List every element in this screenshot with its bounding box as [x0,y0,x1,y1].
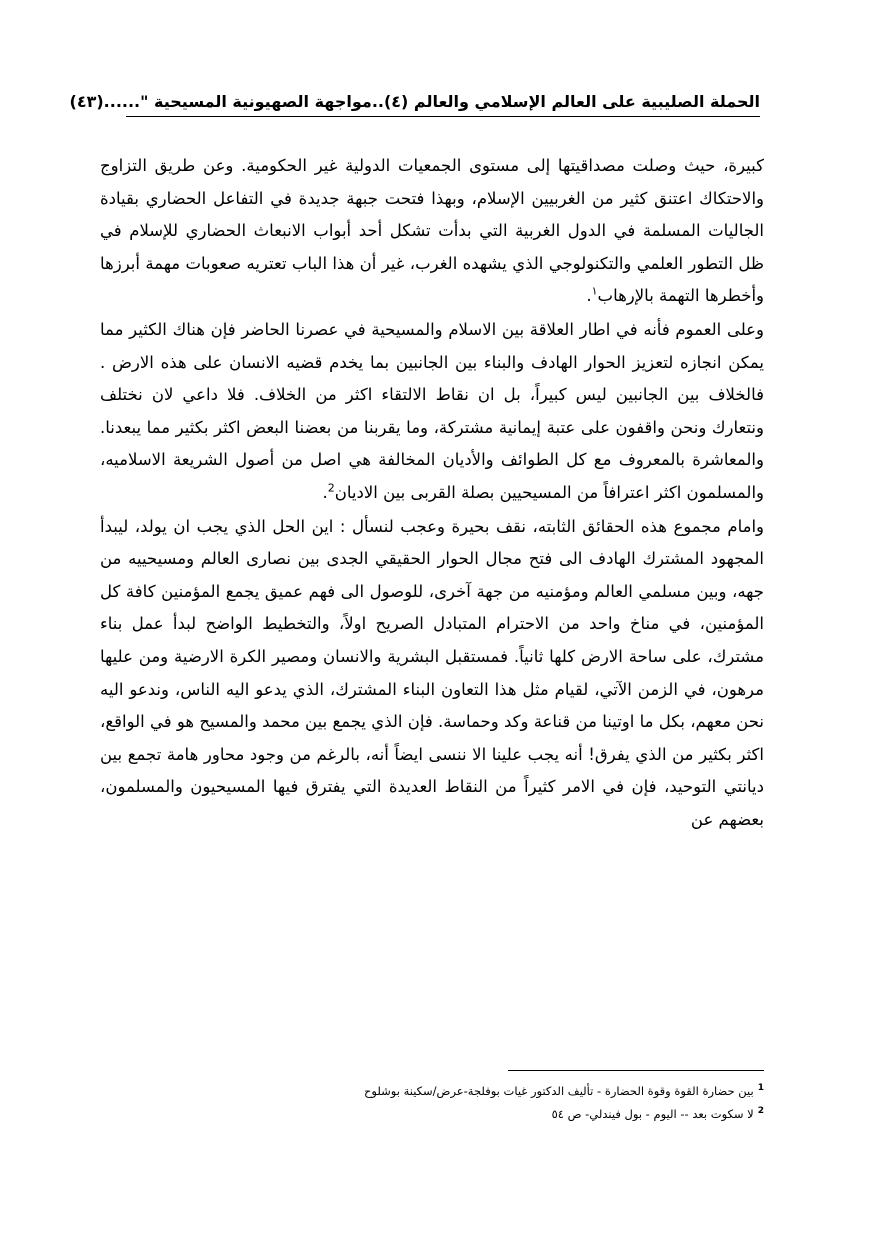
body-text [100,150,764,836]
running-header [69,86,760,114]
footnote-2-text: لا سكوت بعد -- اليوم - بول فيندلي- ص ٥٤ [551,1107,754,1121]
paragraph-2-text: وعلى العموم فأنه في اطار العلاقة بين الاسلام والمسيحية في عصرنا الحاضر فإن هناك الكثير مما يمكن انجازه لتعزيز الحوار الهادف والبناء بين الجانبين بما يخدم قضيه الانسان على هذه الارض . فالخلاف بين الجانبين ليس كبيراً، بل ان نقاط الالتقاء اكثر من الخلاف. فلا داعي لان نختلف ونتعارك ونحن واقفون على عتبة إيمانية مشتركة، وما يقربنا من بعضنا البعض اكثر بكثير مما يبعدنا. والمعاشرة بالمعروف مع كل الطوائف والأديان المخالفة هي اصل من أصول الشريعة الاسلاميه، والمسلمون اكثر اعترافاً من المسيحيين بصلة القربى بين الاديان [100,319,764,502]
footnote-separator [508,1070,764,1071]
paragraph-3-text: وامام مجموع هذه الحقائق الثابته، نقف بحيرة وعجب لنسأل : اين الحل الذي يجب ان يولد، ليبدأ المجهود المشترك الهادف الى فتح مجال الحوار الحقيقي الجدى بين نصارى العالم ومسيحييه من جهه، وبين مسلمي العالم ومؤمنيه من جهة آخرى، للوصول الى فهم عميق يجمع المؤمنين كافة كل المؤمنين، في مناخ واحد من الاحترام المتبادل الصريح اولاً، والتخطيط الواضح لبدأ عمل بناء مشترك، على ساحة الارض كلها ثانياً. فمستقبل البشرية والانسان ومصير الكرة الارضية ومن عليها مرهون، في الزمن الآتي، لقيام مثل هذا التعاون البناء المشترك، الذي يدعو اليه الناس، وندعو اليه نحن معهم، بكل ما اوتينا من قناعة وكد وحماسة. فإن الذي يجمع بين محمد والمسيح هو في الواقع، اكثر بكثير من الذي يفرق! أنه يجب علينا الا ننسى ايضاً أنه، بالرغم من وجود محاور هامة تجمع بين ديانتي التوحيد، فإن في الامر كثيراً من النقاط العديدة التي يفترق فيها المسيحيون والمسلمون، بعضهم عن [100,516,764,829]
paragraph-3 [100,511,764,837]
footnote-1-number: 1 [757,1083,764,1094]
footnote-ref-2: 2 [327,481,335,495]
footnote-ref-1: ١ [591,284,598,298]
footnotes [200,1080,764,1126]
header-title: الحملة الصليبية على العالم الإسلامي والعالم (٤)..مواجهة الصهيونية المسيحية "...... [103,92,760,111]
header-rule [126,116,760,117]
paragraph-1 [100,150,764,313]
footnote-2-number: 2 [757,1106,764,1117]
header-page-number: (٤٣) [69,92,104,111]
paragraph-1-text: كبيرة، حيث وصلت مصداقيتها إلى مستوى الجمعيات الدولية غير الحكومية. وعن طريق التزاوج والاحتكاك اعتنق كثير من الغربيين الإسلام، وبهذا فتحت جبهة جديدة في التفاعل الحضاري بقيادة الجاليات المسلمة في الدول الغربية التي بدأت تشكل أحد أبواب الانبعاث الحضاري للإسلام في ظل التطور العلمي والتكنولوجي الذي يشهده الغرب، غير أن هذا الباب تعتريه صعوبات مهمة أبرزها وأخطرها التهمة بالإرهاب [100,156,764,306]
paragraph-2-tail: . [322,482,328,502]
paragraph-2 [100,314,764,510]
footnote-2 [200,1103,764,1126]
paragraph-1-tail: . [586,286,592,306]
footnote-1 [200,1080,764,1103]
footnote-1-text: بين حضارة القوة وقوة الحضارة - تأليف الدكتور غيات بوفلجة-عرض/سكينة بوشلوح [363,1084,754,1098]
